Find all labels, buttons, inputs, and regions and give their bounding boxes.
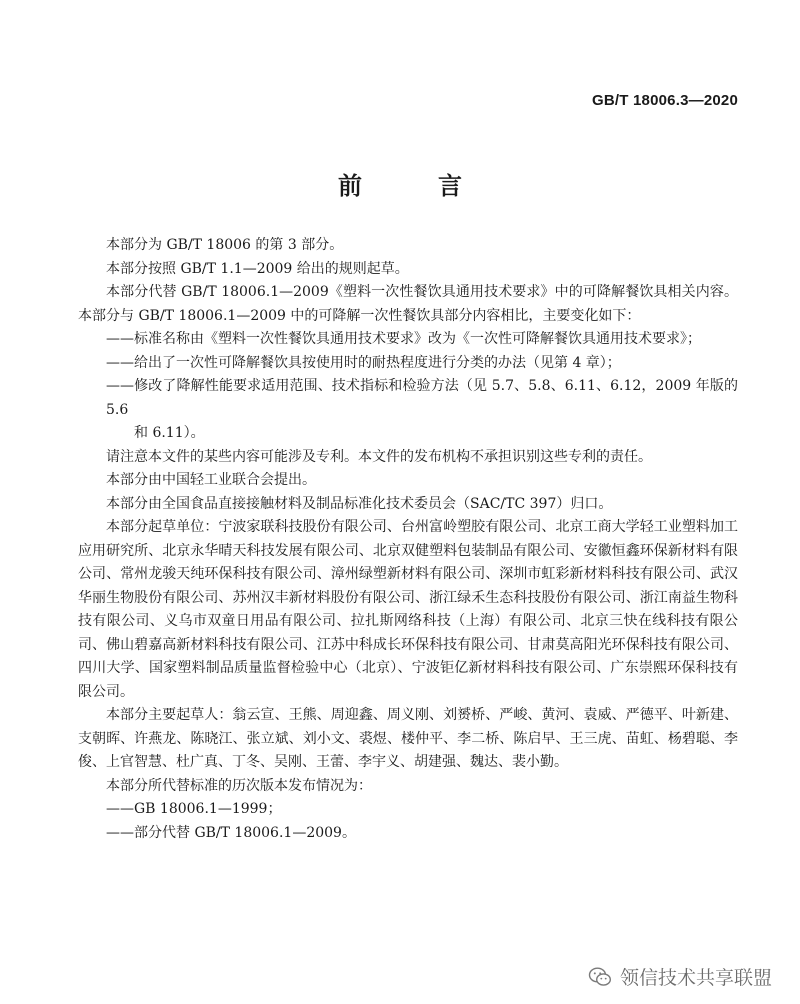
history-item-1999: ——GB 18006.1—1999； <box>106 801 282 817</box>
standard-code: GB/T 18006.3—2020 <box>592 92 738 109</box>
paragraph-committee: 本部分由全国食品直接接触材料及制品标准化技术委员会（SAC/TC 397）归口。 <box>106 495 613 512</box>
paragraph-drafters: 本部分主要起草人：翁云宣、王熊、周迎鑫、周义刚、刘赟桥、严峻、黄河、袁威、严德平、叶新建、支朝晖、许燕龙、陈晓江、张立斌、刘小文、裘煜、楼仲平、李二桥、陈启早、王三虎、苗虹、杨碧聪、李俊、上官智慧、杜广真、丁冬、吴刚、王蕾、李宇义、胡建强、魏达、裴小勤。 <box>78 707 738 770</box>
change-item-degradation-line1: ——修改了降解性能要求适用范围、技术指标和检验方法（见 5.7、5.8、6.11、6.12，2009 年版的 5.6 <box>106 378 738 418</box>
paragraph-part-number: 本部分为 GB/T 18006 的第 3 部分。 <box>106 237 344 253</box>
paragraph-replacement: 本部分代替 GB/T 18006.1—2009《塑料一次性餐饮具通用技术要求》中的可降解餐饮具相关内容。本部分与 GB/T 18006.1—2009 中的可降解一次性餐饮具部分内容相比，主要变化如下： <box>78 284 738 324</box>
change-item-degradation <box>78 375 738 446</box>
watermark-text: 领信技术共享联盟 <box>619 967 772 989</box>
page-title: 前 言 <box>338 172 488 200</box>
paragraph-proposer: 本部分由中国轻工业联合会提出。 <box>106 472 316 488</box>
history-item-2009: ——部分代替 GB/T 18006.1—2009。 <box>106 824 356 841</box>
paragraph-drafting-rules: 本部分按照 GB/T 1.1—2009 给出的规则起草。 <box>106 260 409 277</box>
watermark <box>588 963 772 990</box>
change-item-classification: ——给出了一次性可降解餐饮具按使用时的耐热程度进行分类的办法（见第 4 章）； <box>106 354 621 371</box>
foreword-body <box>78 234 738 845</box>
paragraph-drafting-units: 本部分起草单位：宁波家联科技股份有限公司、台州富岭塑胶有限公司、北京工商大学轻工业塑料加工应用研究所、北京永华晴天科技发展有限公司、北京双健塑料包装制品有限公司、安徽恒鑫环保新材料有限公司、常州龙骏天纯环保科技有限公司、漳州绿塑新材料有限公司、深圳市虹彩新材料科技有限公司、武汉华丽生物股份有限公司、苏州汉丰新材料股份有限公司、浙江绿禾生态科技股份有限公司、浙江南益生物科技有限公司、义乌市双童日用品有限公司、拉扎斯网络科技（上海）有限公司、北京三快在线科技有限公司、佛山碧嘉高新材料科技有限公司、江苏中科成长环保科技有限公司、甘肃莫高阳光环保科技有限公司、四川大学、国家塑料制品质量监督检验中心（北京）、宁波钜亿新材料科技有限公司、广东崇熙环保科技有限公司。 <box>78 519 738 700</box>
change-item-title: ——标准名称由《塑料一次性餐饮具通用技术要求》改为《一次性可降解餐饮具通用技术要求》； <box>106 331 701 347</box>
change-item-degradation-line2: 和 6.11）。 <box>134 425 205 441</box>
wechat-icon <box>588 966 612 988</box>
paragraph-patent-notice: 请注意本文件的某些内容可能涉及专利。本文件的发布机构不承担识别这些专利的责任。 <box>106 448 652 465</box>
paragraph-history: 本部分所代替标准的历次版本发布情况为： <box>106 777 372 794</box>
